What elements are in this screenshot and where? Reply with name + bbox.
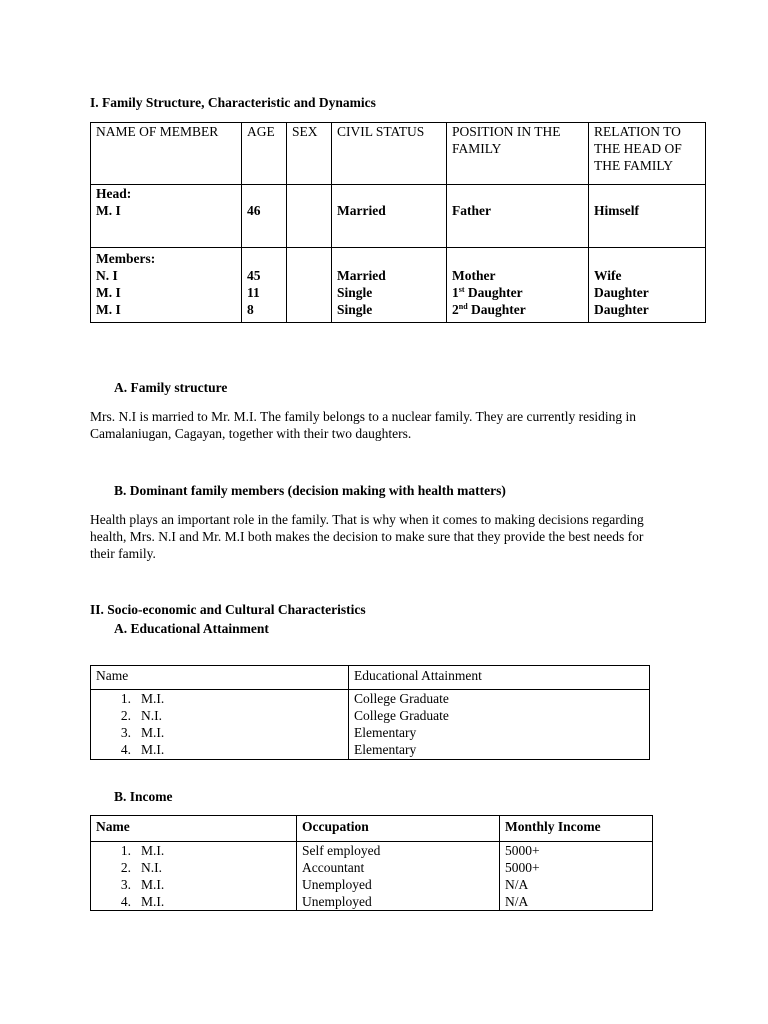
list-item: 1. M.I. <box>120 843 165 858</box>
list-item: Accountant <box>302 860 365 875</box>
list-item: Elementary <box>354 725 417 740</box>
head-relation-cell <box>589 185 706 248</box>
list-item: Elementary <box>354 742 417 757</box>
member-relation: Daughter <box>594 302 649 317</box>
section-1-title: I. Family Structure, Characteristic and Dynamics <box>90 95 376 110</box>
members-civil-cell <box>332 248 447 323</box>
head-age-cell <box>242 185 287 248</box>
members-row <box>91 248 706 323</box>
member-position: 2nd Daughter <box>452 302 526 317</box>
educational-attainment-heading: A. Educational Attainment <box>114 621 269 636</box>
member-relation: Daughter <box>594 285 649 300</box>
head-position-cell <box>447 185 589 248</box>
list-item: Unemployed <box>302 877 372 892</box>
header-cell: Monthly Income <box>500 816 653 842</box>
members-sex-cell <box>287 248 332 323</box>
member-name: M. I <box>96 285 121 300</box>
list-item: 1. M.I. <box>120 691 165 706</box>
member-age: 45 <box>247 268 261 283</box>
table-header-row <box>91 666 650 690</box>
member-civil: Married <box>337 268 386 283</box>
section-2-title: II. Socio-economic and Cultural Characteristics <box>90 602 366 617</box>
members-age-cell <box>242 248 287 323</box>
header-cell: Name <box>91 666 349 690</box>
attainment-list-cell <box>349 690 650 760</box>
header-cell: Occupation <box>297 816 500 842</box>
list-item: 4. M.I. <box>120 894 165 909</box>
head-age: 46 <box>247 203 261 218</box>
list-item: 3. M.I. <box>120 725 165 740</box>
head-civil-cell <box>332 185 447 248</box>
member-age: 8 <box>247 302 254 317</box>
members-label: Members: <box>96 251 156 266</box>
header-cell: Name <box>91 816 297 842</box>
member-name: M. I <box>96 302 121 317</box>
list-item: Unemployed <box>302 894 372 909</box>
list-item: N/A <box>505 894 529 909</box>
head-name: M. I <box>96 203 121 218</box>
dominant-members-heading: B. Dominant family members (decision making with health matters) <box>114 483 506 498</box>
member-civil: Single <box>337 302 373 317</box>
header-cell: RELATION TO THE HEAD OF THE FAMILY <box>589 123 706 185</box>
head-sex-cell <box>287 185 332 248</box>
family-structure-table <box>90 122 706 323</box>
family-structure-text: Mrs. N.I is married to Mr. M.I. The family belongs to a nuclear family. They are currently residing in Camalaniugan, Cagayan, together with their two daughters. <box>90 409 636 441</box>
header-cell: Educational Attainment <box>349 666 650 690</box>
list-item: 5000+ <box>505 860 540 875</box>
head-name-cell <box>91 185 242 248</box>
header-cell: POSITION IN THE FAMILY <box>447 123 589 185</box>
header-cell: NAME OF MEMBER <box>91 123 242 185</box>
family-structure-heading: A. Family structure <box>114 380 228 395</box>
head-position: Father <box>452 203 491 218</box>
member-position: Mother <box>452 268 496 283</box>
head-relation: Himself <box>594 203 639 218</box>
educational-attainment-table <box>90 665 650 760</box>
header-cell: AGE <box>242 123 287 185</box>
member-age: 11 <box>247 285 260 300</box>
list-item: College Graduate <box>354 691 449 706</box>
income-heading: B. Income <box>114 789 173 804</box>
table-header-row <box>91 123 706 185</box>
list-item: 3. M.I. <box>120 877 165 892</box>
members-name-cell <box>91 248 242 323</box>
header-cell: SEX <box>287 123 332 185</box>
list-item: 4. M.I. <box>120 742 165 757</box>
table-header-row <box>91 816 653 842</box>
member-civil: Single <box>337 285 373 300</box>
members-relation-cell <box>589 248 706 323</box>
income-table <box>90 815 653 911</box>
occupation-list-cell <box>297 842 500 911</box>
name-list-cell <box>91 842 297 911</box>
list-item: 5000+ <box>505 843 540 858</box>
dominant-members-text: Health plays an important role in the family. That is why when it comes to making decisions regarding health, Mrs. N.I and Mr. M.I both makes the decision to make sure that they provide the best needs for their family. <box>90 512 644 561</box>
income-list-cell <box>500 842 653 911</box>
head-civil: Married <box>337 203 386 218</box>
list-item: 2. N.I. <box>120 860 162 875</box>
head-row <box>91 185 706 248</box>
table-body-row <box>91 842 653 911</box>
name-list-cell <box>91 690 349 760</box>
list-item: 2. N.I. <box>120 708 162 723</box>
members-position-cell <box>447 248 589 323</box>
list-item: Self employed <box>302 843 381 858</box>
member-relation: Wife <box>594 268 622 283</box>
head-label: Head: <box>96 186 132 201</box>
member-position: 1st Daughter <box>452 285 523 300</box>
list-item: N/A <box>505 877 529 892</box>
list-item: College Graduate <box>354 708 449 723</box>
member-name: N. I <box>96 268 118 283</box>
table-body-row <box>91 690 650 760</box>
header-cell: CIVIL STATUS <box>332 123 447 185</box>
